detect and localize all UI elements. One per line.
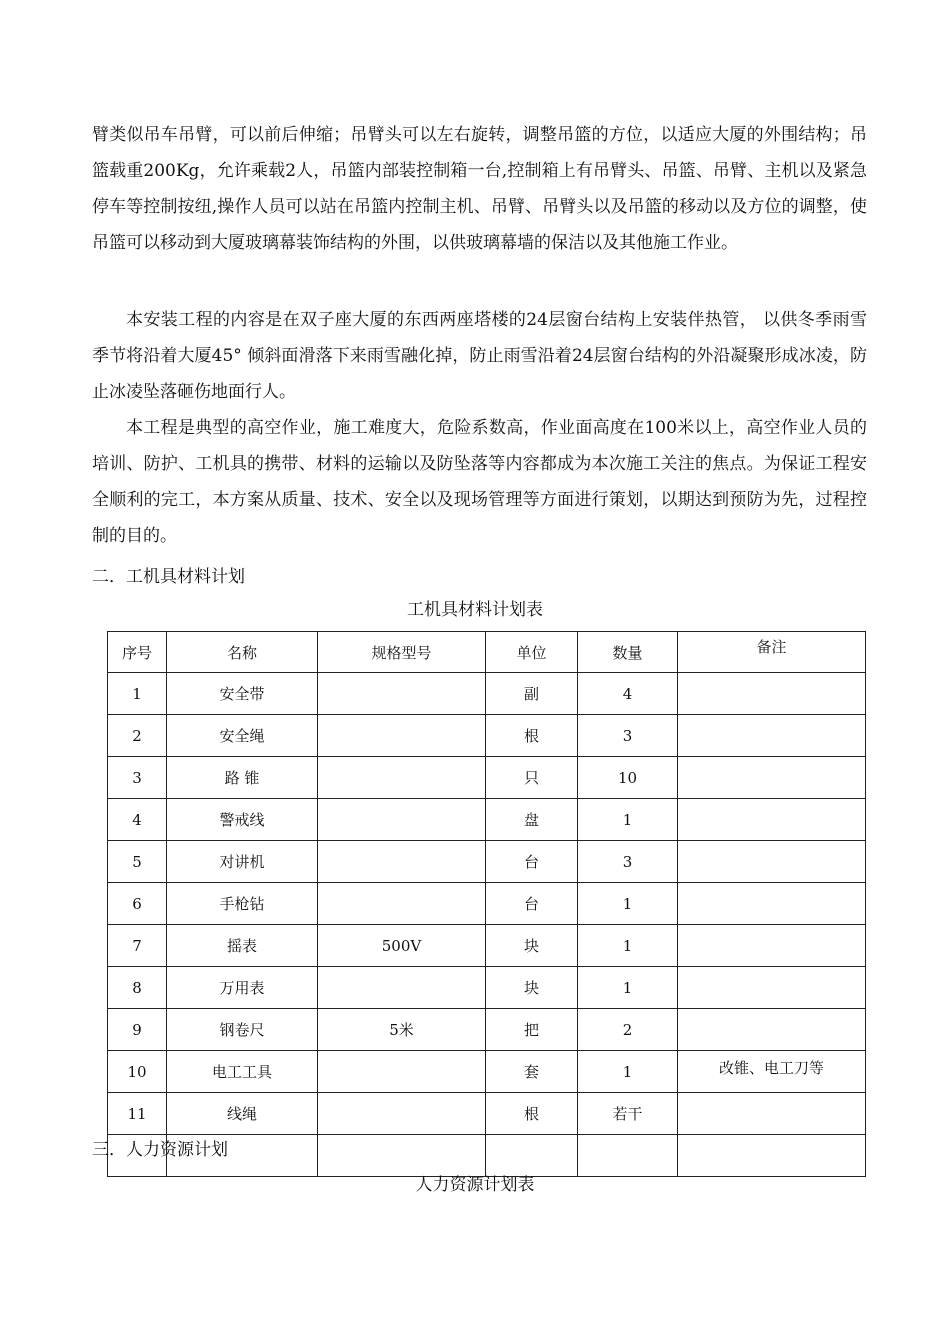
cell-index: 4 <box>108 799 167 841</box>
cell-remark <box>678 1093 866 1135</box>
header-cell-remark: 备注 <box>678 632 866 673</box>
table-row <box>108 1051 866 1093</box>
cell-unit: 副 <box>486 673 578 715</box>
cell-quantity: 3 <box>578 841 678 883</box>
cell-remark <box>678 883 866 925</box>
cell-index: 5 <box>108 841 167 883</box>
cell-unit: 把 <box>486 1009 578 1051</box>
tools-materials-table <box>107 631 866 1177</box>
cell-name: 万用表 <box>167 967 318 1009</box>
table-row <box>108 967 866 1009</box>
cell-remark <box>678 1009 866 1051</box>
cell-name: 警戒线 <box>167 799 318 841</box>
table-row <box>108 1093 866 1135</box>
cell-unit: 块 <box>486 925 578 967</box>
cell-remark <box>678 673 866 715</box>
cell-spec <box>318 715 486 757</box>
cell-name: 摇表 <box>167 925 318 967</box>
paragraph-project-scope: 本安装工程的内容是在双子座大厦的东西两座塔楼的24层窗台结构上安装伴热管， 以供冬季雨雪季节将沿着大厦45° 倾斜面滑落下来雨雪融化掉，防止雨雪沿着24层窗台结构的外沿凝聚形成冰凌，防止冰凌坠落砸伤地面行人。 <box>92 310 867 402</box>
cell-name: 对讲机 <box>167 841 318 883</box>
header-cell-spec: 规格型号 <box>318 632 486 673</box>
table-row <box>108 841 866 883</box>
cell-index: 10 <box>108 1051 167 1093</box>
cell-quantity: 10 <box>578 757 678 799</box>
table-row <box>108 757 866 799</box>
cell-quantity: 1 <box>578 883 678 925</box>
cell-unit: 台 <box>486 883 578 925</box>
paragraph-safety-focus: 本工程是典型的高空作业，施工难度大，危险系数高，作业面高度在100米以上，高空作业人员的培训、防护、工机具的携带、材料的运输以及防坠落等内容都成为本次施工关注的焦点。为保证工程安全顺利的完工，本方案从质量、技术、安全以及现场管理等方面进行策划，以期达到预防为先，过程控制的目的。 <box>92 418 867 546</box>
table-caption-manpower: 人力资源计划表 <box>415 1175 535 1195</box>
cell-quantity: 3 <box>578 715 678 757</box>
cell-name: 手枪钻 <box>167 883 318 925</box>
cell-name: 线绳 <box>167 1093 318 1135</box>
header-cell-index: 序号 <box>108 632 167 673</box>
paragraph-equipment-description: 臂类似吊车吊臂，可以前后伸缩；吊臂头可以左右旋转，调整吊篮的方位，以适应大厦的外围结构；吊篮载重200Kg，允许乘载2人，吊篮内部装控制箱一台,控制箱上有吊臂头、吊篮、吊臂、主机以及紧急停车等控制按纽,操作人员可以站在吊篮内控制主机、吊臂、吊臂头以及吊篮的移动以及方位的调整，使吊篮可以移动到大厦玻璃幕装饰结构的外围，以供玻璃幕墙的保洁以及其他施工作业。 <box>92 125 867 253</box>
cell-spec: 5米 <box>318 1009 486 1051</box>
cell-index: 1 <box>108 673 167 715</box>
cell-quantity: 1 <box>578 967 678 1009</box>
cell-remark <box>678 715 866 757</box>
table-row <box>108 799 866 841</box>
cell-remark <box>678 757 866 799</box>
cell-unit: 根 <box>486 1093 578 1135</box>
header-cell-name: 名称 <box>167 632 318 673</box>
cell-spec <box>318 967 486 1009</box>
cell-spec <box>318 1093 486 1135</box>
cell-index: 7 <box>108 925 167 967</box>
table-row <box>108 883 866 925</box>
cell-unit: 块 <box>486 967 578 1009</box>
cell-remark <box>678 1135 866 1177</box>
cell-spec <box>318 1135 486 1177</box>
cell-name: 电工工具 <box>167 1051 318 1093</box>
table-caption-tools: 工机具材料计划表 <box>407 600 543 620</box>
cell-quantity: 1 <box>578 925 678 967</box>
table-row <box>108 673 866 715</box>
header-cell-unit: 单位 <box>486 632 578 673</box>
cell-index: 6 <box>108 883 167 925</box>
cell-unit: 台 <box>486 841 578 883</box>
table-row <box>108 1009 866 1051</box>
cell-remark: 改锥、电工刀等 <box>678 1051 866 1093</box>
cell-spec <box>318 673 486 715</box>
cell-unit: 套 <box>486 1051 578 1093</box>
cell-index: 11 <box>108 1093 167 1135</box>
cell-spec <box>318 841 486 883</box>
cell-name: 安全带 <box>167 673 318 715</box>
table-header-row <box>108 632 866 673</box>
cell-quantity: 1 <box>578 799 678 841</box>
cell-quantity <box>578 1135 678 1177</box>
section-heading-tools: 二．工机具材料计划 <box>92 567 245 587</box>
cell-name: 路 锥 <box>167 757 318 799</box>
cell-name: 钢卷尺 <box>167 1009 318 1051</box>
cell-spec <box>318 799 486 841</box>
cell-index: 2 <box>108 715 167 757</box>
cell-index: 3 <box>108 757 167 799</box>
cell-remark <box>678 925 866 967</box>
cell-quantity: 1 <box>578 1051 678 1093</box>
cell-unit: 盘 <box>486 799 578 841</box>
table-row <box>108 715 866 757</box>
cell-spec: 500V <box>318 925 486 967</box>
cell-unit: 根 <box>486 715 578 757</box>
cell-quantity: 若干 <box>578 1093 678 1135</box>
table-row <box>108 925 866 967</box>
section-heading-manpower: 三．人力资源计划 <box>92 1140 228 1160</box>
cell-spec <box>318 883 486 925</box>
cell-unit: 只 <box>486 757 578 799</box>
cell-remark <box>678 841 866 883</box>
cell-index: 8 <box>108 967 167 1009</box>
header-cell-quantity: 数量 <box>578 632 678 673</box>
cell-unit <box>486 1135 578 1177</box>
cell-quantity: 2 <box>578 1009 678 1051</box>
cell-name: 安全绳 <box>167 715 318 757</box>
cell-remark <box>678 799 866 841</box>
cell-spec <box>318 757 486 799</box>
cell-index: 9 <box>108 1009 167 1051</box>
cell-spec <box>318 1051 486 1093</box>
cell-remark <box>678 967 866 1009</box>
cell-quantity: 4 <box>578 673 678 715</box>
